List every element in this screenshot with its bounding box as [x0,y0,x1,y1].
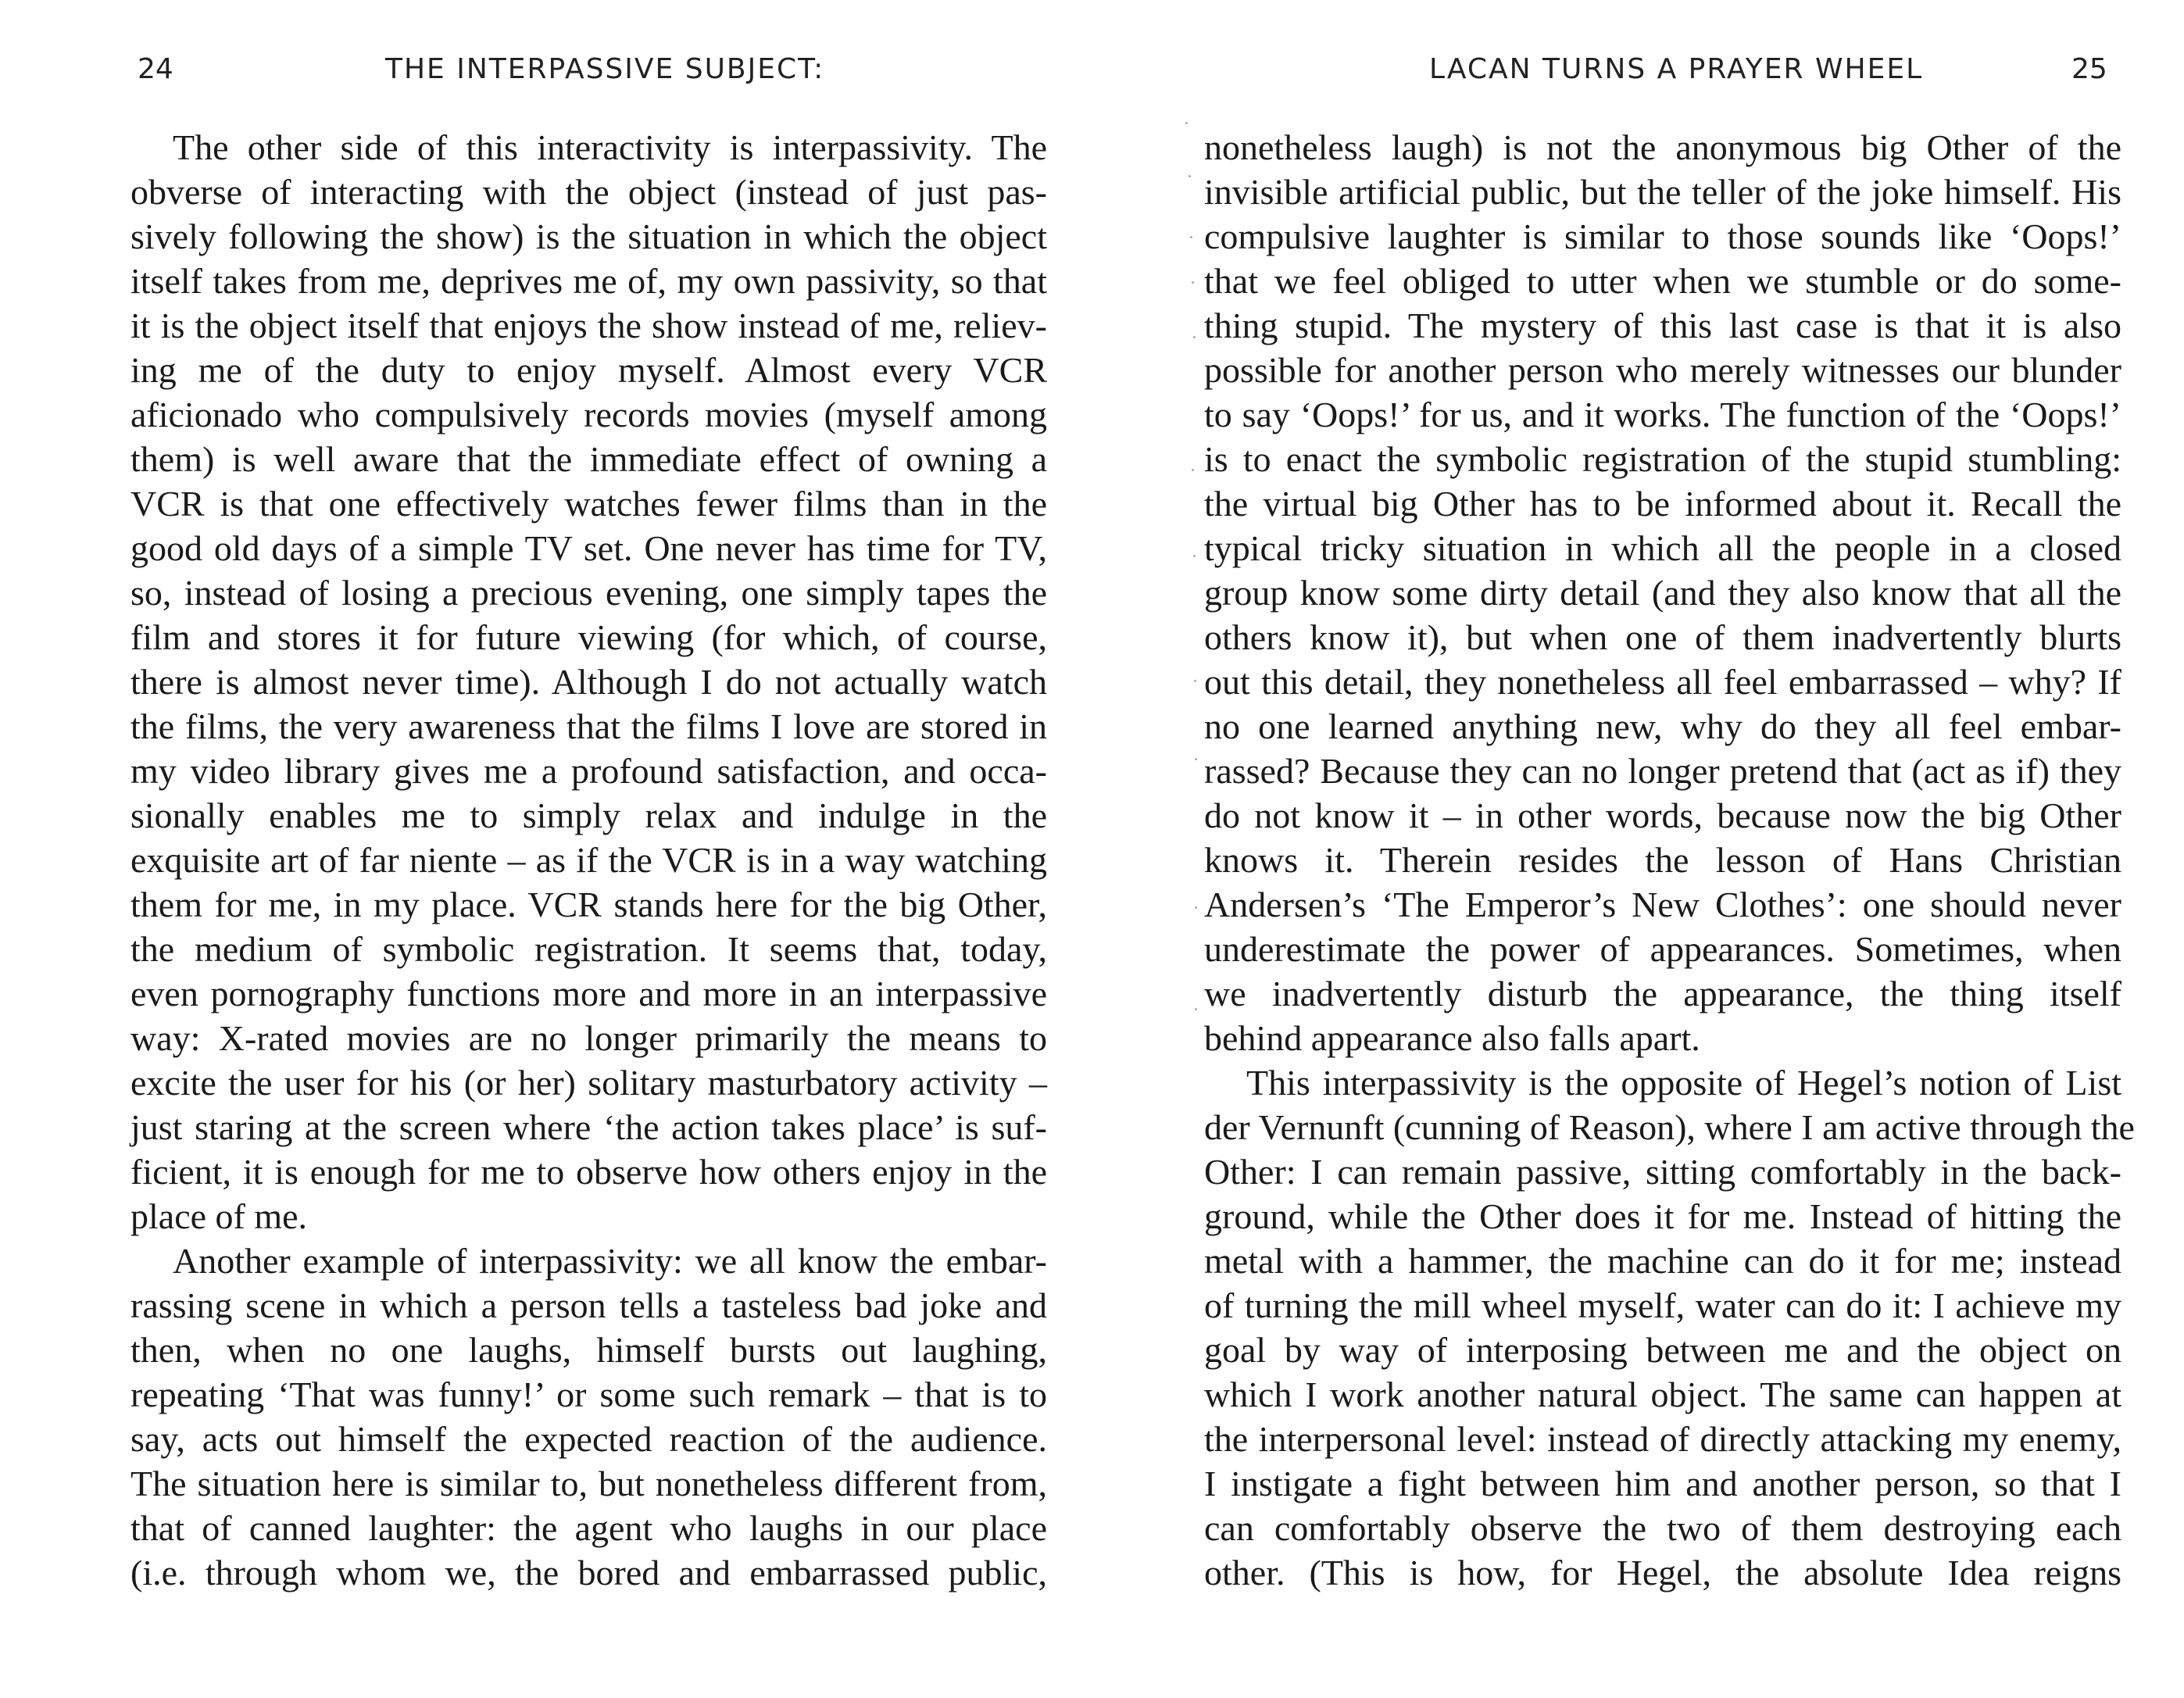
text-line: that we feel obliged to utter when we stumble or do some- [1204,261,2121,301]
text-line: ing me of the duty to enjoy myself. Almost every VCR [130,350,1047,390]
text-line: knows it. Therein resides the lesson of Hans Christian [1204,840,2121,880]
text-line: the interpersonal level: instead of directly attacking my enemy, [1204,1419,2121,1459]
right-page-body [1204,125,2135,1595]
text-line: other. (This is how, for Hegel, the absolute Idea reigns [1204,1553,2121,1593]
text-line: rassed? Because they can no longer pretend that (act as if) they [1204,751,2121,791]
text-line: film and stores it for future viewing (for which, of course, [130,617,1047,657]
text-line: behind appearance also falls apart. [1204,1018,1700,1058]
text-line: rassing scene in which a person tells a tasteless bad joke and [130,1285,1047,1325]
text-line: then, when no one laughs, himself bursts out laughing, [130,1330,1047,1370]
text-line: typical tricky situation in which all the people in a closed [1204,528,2121,568]
text-line: say, acts out himself the expected reaction of the audience. [130,1419,1047,1459]
text-line: thing stupid. The mystery of this last case is that it is also [1204,306,2121,345]
text-line: the films, the very awareness that the films I love are stored in [130,706,1047,746]
text-line: sively following the show) is the situation in which the object [130,216,1047,256]
text-line: This interpassivity is the opposite of Hegel’s notion of List [1246,1063,2121,1103]
text-line: can comfortably observe the two of them destroying each [1204,1508,2121,1548]
left-page-body [130,125,1047,1595]
text-line: itself takes from me, deprives me of, my own passivity, so that [130,261,1047,301]
text-line: others know it), but when one of them inadvertently blurts [1204,617,2121,657]
text-line: place of me. [130,1196,308,1236]
scan-margin-specks [1182,117,1198,1211]
text-line: we inadvertently disturb the appearance, the thing itself [1204,974,2121,1013]
text-line: that of canned laughter: the agent who laughs in our place [130,1508,1047,1548]
text-line: no one learned anything new, why do they all feel embar- [1204,706,2121,746]
page-number-right: 25 [2071,53,2107,85]
text-line: repeating ‘That was funny!’ or some such remark – that is to [130,1374,1047,1414]
running-head-left: THE INTERPASSIVE SUBJECT: [385,53,825,85]
text-line: The other side of this interactivity is interpassivity. The [173,127,1047,167]
text-line: which I work another natural object. The same can happen at [1204,1374,2121,1414]
text-line: underestimate the power of appearances. Sometimes, when [1204,929,2121,969]
text-line: nonetheless laugh) is not the anonymous big Other of the [1204,127,2121,167]
text-line: so, instead of losing a precious evening, one simply tapes the [130,573,1047,613]
text-line: way: X-rated movies are no longer primarily the means to [130,1018,1047,1058]
text-line: invisible artificial public, but the teller of the joke himself. His [1204,172,2121,212]
text-line: the virtual big Other has to be informed about it. Recall the [1204,484,2121,524]
text-line: just staring at the screen where ‘the action takes place’ is suf- [130,1107,1047,1147]
text-line: Other: I can remain passive, sitting comfortably in the back- [1204,1152,2121,1192]
page-number-left: 24 [138,53,173,85]
text-line: good old days of a simple TV set. One never has time for TV, [130,528,1047,568]
text-line: excite the user for his (or her) solitary masturbatory activity – [130,1063,1047,1103]
text-line: them) is well aware that the immediate effect of owning a [130,439,1047,479]
text-line: it is the object itself that enjoys the show instead of me, reliev- [130,306,1047,345]
text-line: Another example of interpassivity: we all know the embar- [173,1241,1047,1281]
text-line: exquisite art of far niente – as if the VCR is in a way watching [130,840,1047,880]
text-line: ficient, it is enough for me to observe how others enjoy in the [130,1152,1047,1192]
text-line: them for me, in my place. VCR stands here for the big Other, [130,885,1047,924]
text-line: der Vernunft (cunning of Reason), where I am active through the [1204,1107,2135,1147]
text-line: (i.e. through whom we, the bored and embarrassed public, [130,1553,1047,1593]
text-line: Andersen’s ‘The Emperor’s New Clothes’: one should never [1204,885,2121,924]
running-head-right: LACAN TURNS A PRAYER WHEEL [1429,53,1924,85]
text-line: I instigate a fight between him and another person, so that I [1204,1464,2121,1503]
text-line: VCR is that one effectively watches fewer films than in the [130,484,1047,524]
text-line: metal with a hammer, the machine can do it for me; instead [1204,1241,2121,1281]
text-line: sionally enables me to simply relax and indulge in the [130,795,1047,835]
text-line: group know some dirty detail (and they also know that all the [1204,573,2121,613]
text-line: goal by way of interposing between me and the object on [1204,1330,2121,1370]
text-line: aficionado who compulsively records movies (myself among [130,395,1047,434]
text-line: do not know it – in other words, because now the big Other [1204,795,2121,835]
text-line: out this detail, they nonetheless all feel embarrassed – why? If [1204,662,2121,702]
text-line: my video library gives me a profound satisfaction, and occa- [130,751,1047,791]
text-line: the medium of symbolic registration. It seems that, today, [130,929,1047,969]
text-line: obverse of interacting with the object (instead of just pas- [130,172,1047,212]
text-line: there is almost never time). Although I do not actually watch [130,662,1047,702]
text-line: The situation here is similar to, but nonetheless different from, [130,1464,1047,1503]
text-line: possible for another person who merely witnesses our blunder [1204,350,2121,390]
right-page [1092,0,2184,1698]
text-line: of turning the mill wheel myself, water can do it: I achieve my [1204,1285,2121,1325]
text-line: is to enact the symbolic registration of the stupid stumbling: [1204,439,2121,479]
text-line: even pornography functions more and more in an interpassive [130,974,1047,1013]
text-line: to say ‘Oops!’ for us, and it works. The function of the ‘Oops!’ [1204,395,2121,434]
text-line: compulsive laughter is similar to those sounds like ‘Oops!’ [1204,216,2121,256]
text-line: ground, while the Other does it for me. Instead of hitting the [1204,1196,2121,1236]
